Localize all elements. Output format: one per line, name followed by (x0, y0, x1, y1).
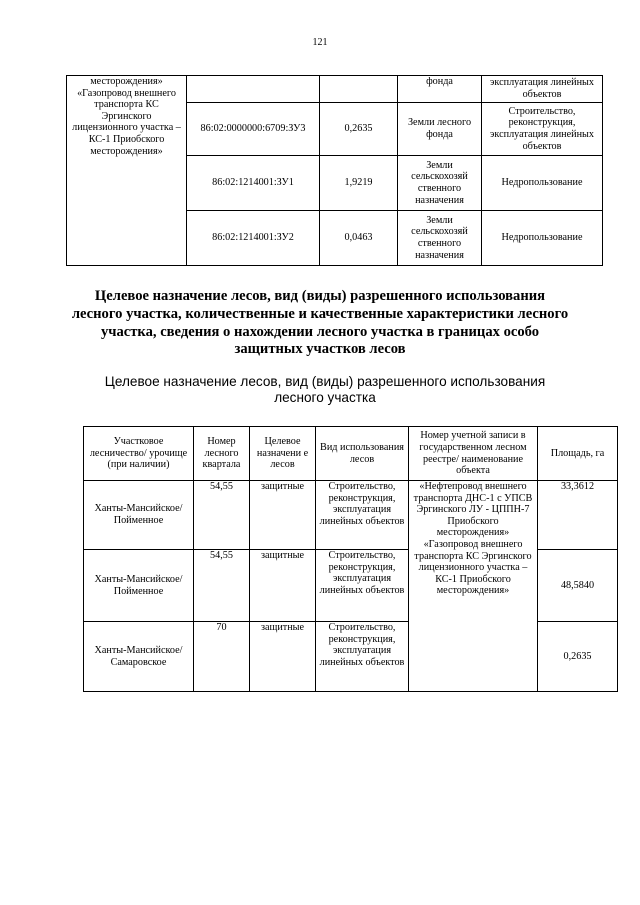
area-value: 0,2635 (538, 622, 618, 692)
land-category: Земли сельскохозяй ственного назначения (398, 211, 482, 266)
permitted-use: Недропользование (482, 156, 603, 211)
land-plots-table (66, 75, 603, 266)
column-header: Целевое назначени е лесов (250, 427, 316, 481)
section-subheading: Целевое назначение лесов, вид (виды) разрешенного использования лесного участка (104, 374, 546, 406)
table-row (84, 550, 618, 622)
quarter-number: 70 (194, 622, 250, 692)
header-row (84, 427, 618, 481)
forest-purpose: защитные (250, 481, 316, 550)
land-category: фонда (398, 76, 482, 103)
permitted-use: Недропользование (482, 211, 603, 266)
area-value: 48,5840 (538, 550, 618, 622)
quarter-number: 54,55 (194, 481, 250, 550)
forest-use: Строительство, реконструкция, эксплуатация линейных объектов (316, 550, 409, 622)
permitted-use: Строительство, реконструкция, эксплуатация линейных объектов (482, 103, 603, 156)
forest-purpose-table (83, 426, 618, 692)
permitted-use: эксплуатация линейных объектов (482, 76, 603, 103)
area-value (320, 76, 398, 103)
forestry-name: Ханты-Мансийское/ Самаровское (84, 622, 194, 692)
column-header: Вид использования лесов (316, 427, 409, 481)
table-row (84, 622, 618, 692)
cadastral-number: 86:02:0000000:6709:ЗУ3 (187, 103, 320, 156)
column-header: Площадь, га (538, 427, 618, 481)
forest-use: Строительство, реконструкция, эксплуатация линейных объектов (316, 481, 409, 550)
column-header: Номер лесного квартала (194, 427, 250, 481)
object-name-cell: месторождения» «Газопровод внешнего транспорта КС Эргинского лицензионного участка – КС-1 Приобского месторождения» (67, 76, 187, 266)
column-header: Участковое лесничество/ урочище (при наличии) (84, 427, 194, 481)
cadastral-number: 86:02:1214001:ЗУ1 (187, 156, 320, 211)
forest-use: Строительство, реконструкция, эксплуатация линейных объектов (316, 622, 409, 692)
quarter-number: 54,55 (194, 550, 250, 622)
area-value: 0,0463 (320, 211, 398, 266)
forest-purpose: защитные (250, 550, 316, 622)
area-value: 1,9219 (320, 156, 398, 211)
table-row (84, 481, 618, 550)
column-header: Номер учетной записи в государственном лесном реестре/ наименование объекта (409, 427, 538, 481)
area-value: 33,3612 (538, 481, 618, 550)
forest-purpose: защитные (250, 622, 316, 692)
cadastral-number (187, 76, 320, 103)
area-value: 0,2635 (320, 103, 398, 156)
page-number: 121 (312, 37, 328, 48)
forestry-name: Ханты-Мансийское/ Пойменное (84, 550, 194, 622)
section-heading: Целевое назначение лесов, вид (виды) разрешенного использования лесного участка, количественные и качественные характеристики лесного участка, сведения о нахождении лесного участка в границах особо защитных участков лесов (71, 288, 569, 358)
forestry-name: Ханты-Мансийское/ Пойменное (84, 481, 194, 550)
registry-object-name: «Нефтепровод внешнего транспорта ДНС-1 с УПСВ Эргинского ЛУ - ЦППН-7 Приобского месторождения» «Газопровод внешнего транспорта КС Эргинского лицензионного участка – КС-1 Приобского месторождения» (409, 481, 538, 692)
land-category: Земли сельскохозяй ственного назначения (398, 156, 482, 211)
land-category: Земли лесного фонда (398, 103, 482, 156)
cadastral-number: 86:02:1214001:ЗУ2 (187, 211, 320, 266)
table-row (67, 76, 603, 103)
